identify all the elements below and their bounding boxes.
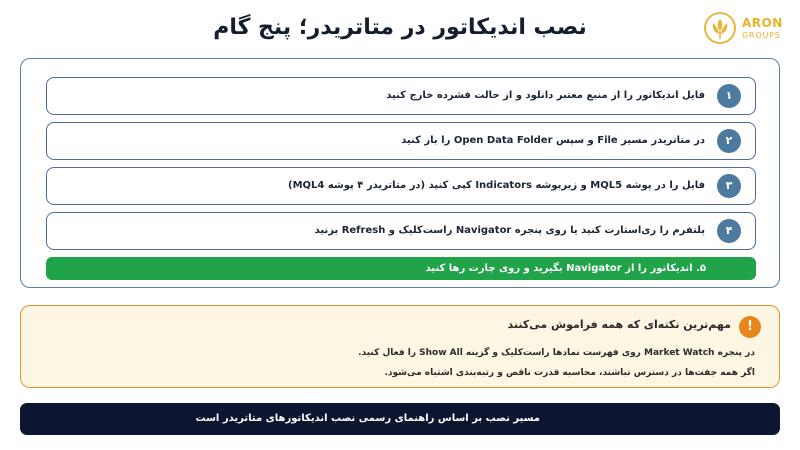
step-text: در متاتریدر مسیر File و سپس Open Data Folder را باز کنید [401,135,705,146]
page-title: نصب اندیکاتور در متاتریدر؛ پنج گام [213,15,587,40]
step-number-badge: ۴ [717,219,741,243]
brand-subtitle: GROUPS [742,31,781,40]
important-note-box [20,305,780,388]
step-number-badge: ۳ [717,174,741,198]
step-card-2 [46,122,756,160]
note-line-1: در پنجره Market Watch روی فهرست نمادها راست‌کلیک و گزینه Show All را فعال کنید. [358,348,755,358]
note-line-2: اگر همه جفت‌ها در دسترس نباشند، محاسبه قدرت ناقص و رتبه‌بندی اشتباه می‌شود. [384,368,755,378]
step-text: پلتفرم را ری‌استارت کنید یا روی پنجره Navigator راست‌کلیک و Refresh بزنید [314,225,705,236]
step-text: فایل را در پوشه MQL5 و زیرپوشه Indicators کپی کنید (در متاتریدر ۴ پوشه MQL4) [288,180,705,191]
step-card-3 [46,167,756,205]
note-heading: مهم‌ترین نکته‌ای که همه فراموش می‌کنند [507,318,731,331]
step-card-4 [46,212,756,250]
footer-text: مسیر نصب بر اساس راهنمای رسمی نصب اندیکاتورهای متاتریدر است [195,413,540,424]
warning-icon: ! [739,316,761,338]
final-step-banner [46,257,756,280]
brand-name: ARON [742,16,783,30]
step-number-badge: ۱ [717,84,741,108]
final-step-text: ۵. اندیکاتور را از Navigator بگیرید و روی چارت رها کنید [425,263,706,274]
step-text: فایل اندیکاتور را از منبع معتبر دانلود و از حالت فشرده خارج کنید [386,90,705,101]
footer-banner [20,403,780,435]
wheat-emblem-icon [704,12,736,44]
step-card-1 [46,77,756,115]
brand-logo [704,12,788,46]
step-number-badge: ۲ [717,129,741,153]
steps-panel [20,58,780,288]
